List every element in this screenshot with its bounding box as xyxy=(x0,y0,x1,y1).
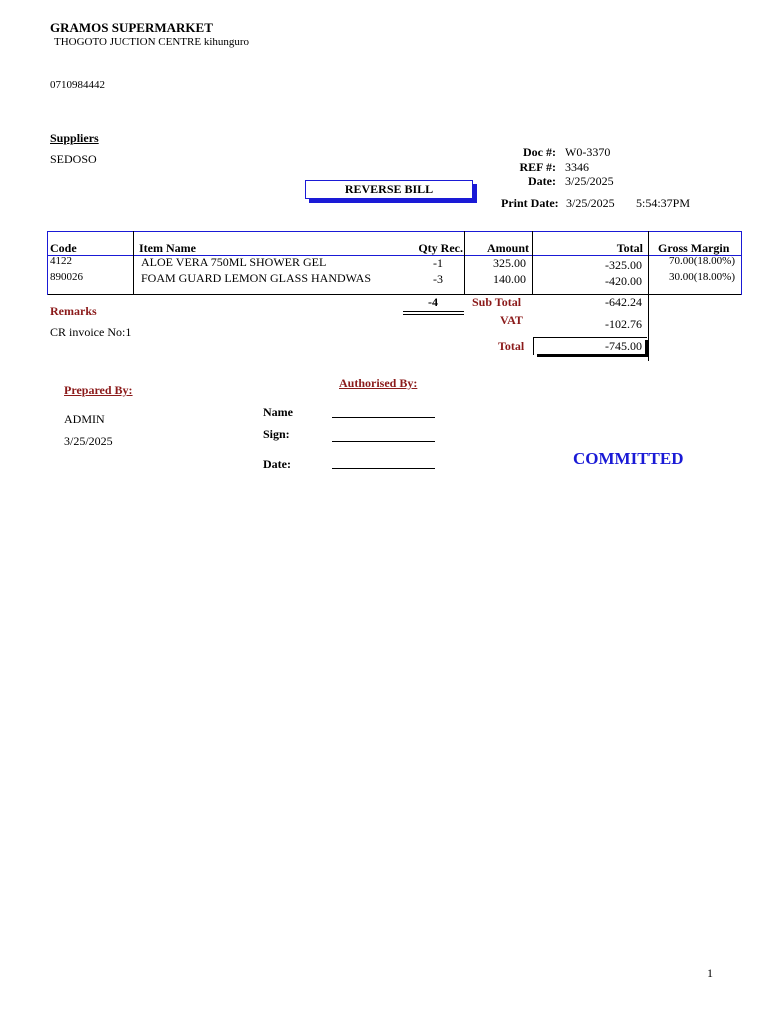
company-address: THOGOTO JUCTION CENTRE kihunguro xyxy=(54,36,250,48)
page-number: 1 xyxy=(707,966,713,980)
col-divider xyxy=(648,231,649,361)
table-row-qty: -1 xyxy=(433,256,443,270)
date-label: Date: xyxy=(528,174,556,188)
vat-label: VAT xyxy=(500,313,523,327)
total-box-shadow-right xyxy=(645,340,648,357)
supplier-label: Suppliers xyxy=(50,131,99,145)
table-row-amount: 325.00 xyxy=(493,256,526,270)
table-row-margin: 30.00(18.00%) xyxy=(669,271,735,283)
auth-date-line xyxy=(332,468,435,469)
company-name: GRAMOS SUPERMARKET xyxy=(50,20,213,35)
table-row-total: -420.00 xyxy=(605,274,642,288)
auth-sign-line xyxy=(332,441,435,442)
header-code: Code xyxy=(50,241,77,255)
qty-total-double-border xyxy=(403,314,464,315)
company-phone: 0710984442 xyxy=(50,79,105,91)
table-right-border xyxy=(741,231,742,295)
subtotal-value: -642.24 xyxy=(605,295,642,309)
header-amount: Amount xyxy=(486,241,529,255)
table-left-border xyxy=(47,231,48,295)
header-gross-margin: Gross Margin xyxy=(658,241,730,255)
total-box-left-border xyxy=(533,337,534,355)
table-top-border xyxy=(47,231,742,232)
ref-value: 3346 xyxy=(565,160,589,174)
vat-value: -102.76 xyxy=(605,317,642,331)
status-committed: COMMITTED xyxy=(573,449,684,468)
prepared-by-name: ADMIN xyxy=(64,412,105,426)
table-row-qty: -3 xyxy=(433,272,443,286)
qty-total-bottom-border xyxy=(403,311,464,312)
document-title: REVERSE BILL xyxy=(305,180,473,199)
prepared-by-date: 3/25/2025 xyxy=(64,434,113,448)
auth-name-line xyxy=(332,417,435,418)
table-row-code: 890026 xyxy=(50,271,83,283)
print-date-value: 3/25/2025 xyxy=(566,196,615,210)
subtotal-label: Sub Total xyxy=(472,295,522,309)
print-date-label: Print Date: xyxy=(501,196,559,210)
table-row-item: FOAM GUARD LEMON GLASS HANDWAS xyxy=(141,271,372,285)
doc-label: Doc #: xyxy=(523,145,556,159)
remarks-label: Remarks xyxy=(50,304,97,318)
authorised-by-label: Authorised By: xyxy=(339,376,418,390)
table-row-amount: 140.00 xyxy=(493,272,526,286)
total-box-shadow-bottom xyxy=(537,354,648,357)
doc-value: W0-3370 xyxy=(565,145,611,159)
supplier-name: SEDOSO xyxy=(50,152,97,166)
auth-name-label: Name xyxy=(263,405,293,419)
table-row-code: 4122 xyxy=(50,255,72,267)
table-row-item: ALOE VERA 750ML SHOWER GEL xyxy=(141,255,327,269)
auth-date-label: Date: xyxy=(263,457,291,471)
total-label: Total xyxy=(498,339,525,353)
ref-label: REF #: xyxy=(519,160,556,174)
table-row-margin: 70.00(18.00%) xyxy=(669,255,735,267)
print-time-value: 5:54:37PM xyxy=(636,196,691,210)
col-divider xyxy=(532,231,533,295)
date-value: 3/25/2025 xyxy=(565,174,614,188)
header-qty: Qty Rec. xyxy=(418,241,463,255)
auth-sign-label: Sign: xyxy=(263,427,290,441)
col-divider xyxy=(133,231,134,295)
prepared-by-label: Prepared By: xyxy=(64,383,133,397)
total-box-top-border xyxy=(533,337,647,338)
table-row-total: -325.00 xyxy=(605,258,642,272)
qty-total: -4 xyxy=(428,295,438,309)
total-value: -745.00 xyxy=(605,339,642,353)
remarks-text: CR invoice No:1 xyxy=(50,325,132,339)
header-total: Total xyxy=(616,241,643,255)
header-item-name: Item Name xyxy=(139,241,196,255)
